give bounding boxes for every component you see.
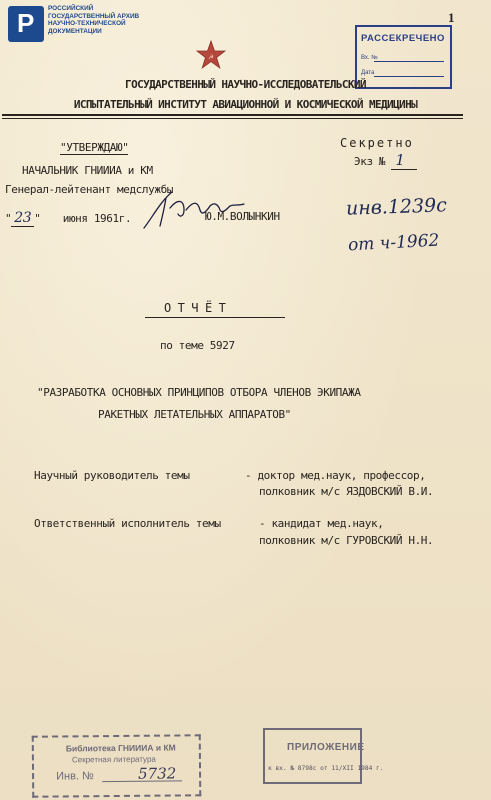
svg-text:☭: ☭ [208,54,214,61]
copy-number [354,151,417,169]
executor-label: Ответственный исполнитель темы [34,517,221,530]
archive-name [48,5,188,35]
red-star-icon [196,40,226,70]
declassified-stamp-date-rule [374,76,444,77]
library-stamp-inv-label: Инв. № [56,770,94,783]
handwritten-date-note: от ч-1962 [347,230,440,256]
archive-logo [8,6,44,42]
archive-name-line: РОССИЙСКИЙ [48,5,94,12]
approval-title-1: НАЧАЛЬНИК ГНИИИА и КМ [22,164,153,177]
declassified-stamp-date-label: Дата [361,70,375,76]
report-subject-line1: "РАЗРАБОТКА ОСНОВНЫХ ПРИНЦИПОВ ОТБОРА ЧЛЕНОВ ЭКИПАЖА [37,386,361,399]
declassified-stamp-title: РАССЕКРЕЧЕНО [361,33,445,44]
copy-number-value: 1 [391,151,416,170]
executor-line1: - кандидат мед.наук, [259,517,384,530]
library-stamp-line1: Библиотека ГНИИИА и КМ [65,742,176,754]
declassified-stamp-number-rule [374,61,444,62]
approval-title-2: Генерал-лейтенант медслужбы [5,183,174,196]
header-rule-thin [2,118,463,119]
scientific-lead-line2: полковник м/с ЯЗДОВСКИЙ В.И. [259,485,434,498]
secrecy-label: Секретно [340,136,414,150]
copy-number-label: Экз № [354,155,386,168]
appendix-stamp-line: к вх. № 8798с от 11/XII 1984 г. [268,765,384,772]
report-title: О Т Ч Ё Т [164,301,226,315]
archive-name-line: ДОКУМЕНТАЦИИ [48,27,102,35]
appendix-stamp-title: ПРИЛОЖЕНИЕ [287,742,365,753]
approval-date-day: 23 [11,210,34,227]
declassified-stamp-number-label: Вх. № [361,55,378,61]
approval-date [5,210,131,226]
executor-line2: полковник м/с ГУРОВСКИЙ Н.Н. [259,534,434,547]
report-subject-line2: РАКЕТНЫХ ЛЕТАТЕЛЬНЫХ АППАРАТОВ" [98,408,291,421]
library-stamp-line2: Секретная литература [71,754,156,765]
page-number: 1 [448,10,455,25]
approval-date-month-year: июня 1961г. [62,212,132,225]
approval-header: "УТВЕРЖДАЮ" [60,141,129,154]
report-theme: по теме 5927 [160,339,235,352]
scientific-lead-line1: - доктор мед.наук, профессор, [245,469,426,482]
institute-name-line1: ГОСУДАРСТВЕННЫЙ НАУЧНО-ИССЛЕДОВАТЕЛЬСКИЙ [125,78,366,91]
handwritten-inventory-number: инв.1239с [345,194,448,220]
appendix-stamp [263,728,365,784]
archive-name-line: ГОСУДАРСТВЕННЫЙ АРХИВ [48,12,140,20]
archive-name-line: НАУЧНО-ТЕХНИЧЕСКОЙ [48,20,126,28]
report-title-underline [145,317,285,318]
institute-name-line2: ИСПЫТАТЕЛЬНЫЙ ИНСТИТУТ АВИАЦИОННОЙ И КОСМИЧЕСКОЙ МЕДИЦИНЫ [73,98,418,111]
approval-date-close-quote: " [34,212,41,225]
approval-name: Ю.М.ВОЛЫНКИН [205,210,280,223]
library-stamp-inv-number: 5732 [137,764,177,783]
approval-date-open-quote: " [5,212,12,225]
header-rule-thick [2,114,463,116]
library-stamp [32,734,202,797]
scientific-lead-label: Научный руководитель темы [34,469,190,482]
archive-logo-letter: P [17,8,35,38]
